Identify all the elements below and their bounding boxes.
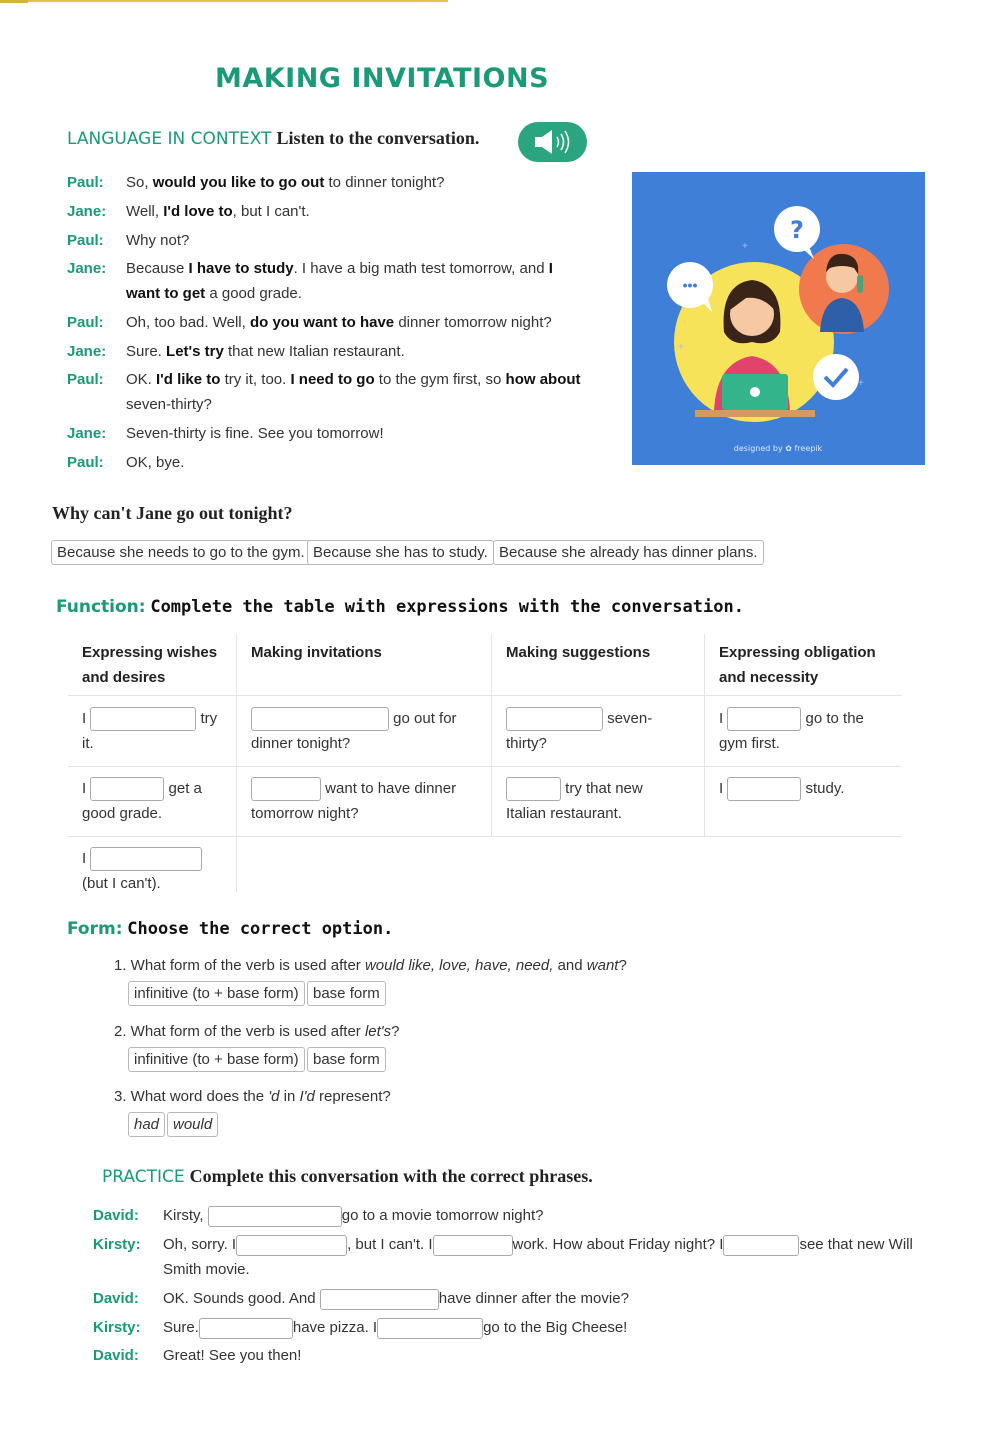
speaker-name: Jane:: [67, 203, 107, 220]
practice-text: Great! See you then!: [163, 1347, 302, 1364]
speaker-name: David:: [93, 1207, 139, 1224]
svg-text:+: +: [678, 342, 684, 353]
audio-play-button[interactable]: [518, 122, 587, 162]
speaker-name: Paul:: [67, 174, 104, 191]
form-heading: [67, 919, 393, 939]
blank-input[interactable]: [727, 777, 801, 801]
top-accent-bar: [0, 0, 448, 2]
table-header: Expressing obligation and necessity: [719, 644, 876, 686]
speaker-name: Kirsty:: [93, 1319, 141, 1336]
blank-input[interactable]: [506, 777, 561, 801]
speaker-name: David:: [93, 1290, 139, 1307]
table-cell: try that new Italian restaurant.: [506, 776, 696, 826]
speaker-name: Paul:: [67, 371, 104, 388]
speaker-name: Jane:: [67, 425, 107, 442]
practice-text: OK. Sounds good. And have dinner after the movie?: [163, 1286, 933, 1311]
answer-option[interactable]: Because she needs to go to the gym.: [51, 540, 311, 565]
section-instruction: Listen to the conversation.: [276, 128, 480, 148]
blank-input[interactable]: [90, 847, 202, 871]
answer-option[interactable]: base form: [307, 1047, 386, 1072]
section-label: LANGUAGE IN CONTEXT: [67, 129, 272, 149]
speaker-name: David:: [93, 1347, 139, 1364]
blank-input[interactable]: [199, 1318, 293, 1339]
table-divider: [704, 634, 705, 836]
section-label: Function:: [56, 597, 146, 617]
table-divider: [491, 634, 492, 836]
practice-text: Oh, sorry. I , but I can't. I work. How about Friday night? I see that new Will Smith movie.: [163, 1236, 913, 1278]
table-divider: [236, 634, 237, 892]
phone-call-illustration: [632, 172, 925, 465]
speaker-name: Paul:: [67, 454, 104, 471]
blank-input[interactable]: [90, 707, 196, 731]
table-divider: [68, 836, 902, 837]
section-instruction: Choose the correct option.: [127, 919, 394, 939]
blank-input[interactable]: [236, 1235, 347, 1256]
blank-input[interactable]: [90, 777, 164, 801]
speaker-name: Paul:: [67, 232, 104, 249]
dialogue-text: Seven-thirty is fine. See you tomorrow!: [126, 425, 384, 442]
dialogue-text: Well, I'd love to, but I can't.: [126, 203, 310, 220]
blank-input[interactable]: [251, 777, 321, 801]
blank-input[interactable]: [727, 707, 801, 731]
blank-input[interactable]: [251, 707, 389, 731]
speaker-icon: [518, 122, 587, 162]
section-label: PRACTICE: [102, 1167, 185, 1187]
table-header: Making invitations: [251, 644, 382, 661]
dialogue-text: OK. I'd like to try it, too. I need to go to the gym first, so how about seven-thirty?: [126, 371, 581, 413]
section-instruction: Complete the table with expressions with the conversation.: [150, 597, 744, 617]
svg-text:+: +: [742, 241, 748, 252]
practice-heading: [102, 1166, 593, 1187]
blank-input[interactable]: [208, 1206, 342, 1227]
speaker-name: Kirsty:: [93, 1236, 141, 1253]
table-cell: want to have dinner tomorrow night?: [251, 776, 486, 826]
answer-option[interactable]: infinitive (to + base form): [128, 1047, 305, 1072]
svg-text:designed by ✿ freepik: designed by ✿ freepik: [733, 444, 823, 453]
svg-text:?: ?: [790, 216, 804, 244]
practice-text: Kirsty, go to a movie tomorrow night?: [163, 1203, 933, 1228]
table-cell: go out for dinner tonight?: [251, 706, 486, 756]
dialogue-text: Because I have to study. I have a big math test tomorrow, and I want to get a good grade.: [126, 260, 553, 302]
section-instruction: Complete this conversation with the correct phrases.: [189, 1166, 593, 1186]
answer-option[interactable]: base form: [307, 981, 386, 1006]
table-cell: I try it.: [82, 706, 232, 756]
dialogue-text: Sure. Let's try that new Italian restaurant.: [126, 343, 405, 360]
table-cell: I study.: [719, 776, 894, 801]
table-cell: I get a good grade.: [82, 776, 232, 826]
dialogue-text: Oh, too bad. Well, do you want to have dinner tomorrow night?: [126, 314, 552, 331]
speaker-name: Paul:: [67, 314, 104, 331]
table-cell: I (but I can't).: [82, 846, 232, 896]
answer-option[interactable]: had: [128, 1112, 165, 1137]
function-heading: [56, 597, 744, 617]
table-cell: I go to the gym first.: [719, 706, 894, 756]
blank-input[interactable]: [320, 1289, 439, 1310]
speaker-name: Jane:: [67, 343, 107, 360]
answer-option[interactable]: infinitive (to + base form): [128, 981, 305, 1006]
form-question: 1. What form of the verb is used after would like, love, have, need, and want?: [114, 957, 627, 974]
table-cell: seven- thirty?: [506, 706, 696, 756]
dialogue-text: Why not?: [126, 232, 190, 249]
blank-input[interactable]: [433, 1235, 513, 1256]
answer-option[interactable]: would: [167, 1112, 218, 1137]
svg-text:•••: •••: [682, 277, 698, 293]
dialogue-text: OK, bye.: [126, 454, 185, 471]
table-divider: [68, 766, 902, 767]
speaker-name: Jane:: [67, 260, 107, 277]
answer-option[interactable]: Because she has to study.: [307, 540, 494, 565]
blank-input[interactable]: [506, 707, 603, 731]
table-header: Expressing wishes and desires: [82, 644, 218, 686]
form-question: 2. What form of the verb is used after let's?: [114, 1023, 400, 1040]
blank-input[interactable]: [377, 1318, 483, 1339]
practice-text: Sure. have pizza. I go to the Big Cheese!: [163, 1315, 933, 1340]
form-question: 3. What word does the 'd in I'd represent?: [114, 1088, 391, 1105]
section-label: Form:: [67, 919, 123, 939]
top-accent-tab: [0, 0, 28, 3]
answer-option[interactable]: Because she already has dinner plans.: [493, 540, 764, 565]
svg-text:+: +: [858, 378, 864, 389]
table-header: Making suggestions: [506, 644, 651, 661]
dialogue-text: So, would you like to go out to dinner tonight?: [126, 174, 445, 191]
language-in-context-heading: [67, 128, 479, 149]
table-divider: [68, 695, 902, 696]
page-title: MAKING INVITATIONS: [214, 63, 550, 94]
blank-input[interactable]: [723, 1235, 799, 1256]
comprehension-question: Why can't Jane go out tonight?: [52, 503, 293, 523]
